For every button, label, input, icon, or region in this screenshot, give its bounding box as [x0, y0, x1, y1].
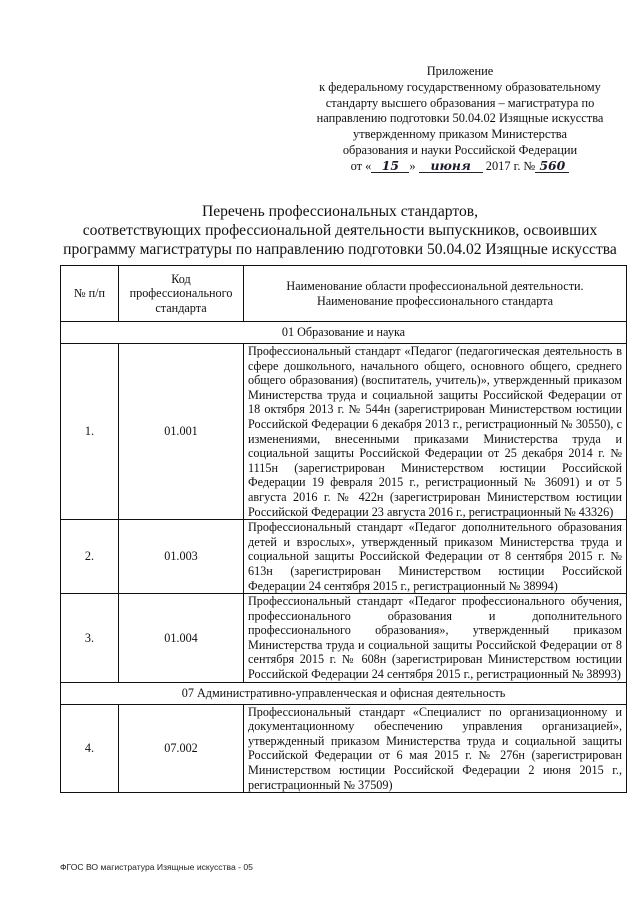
appendix-line: направлению подготовки 50.04.02 Изящные искусства [316, 111, 604, 126]
handwritten-order-number: 560 [535, 160, 569, 173]
row-code: 01.004 [119, 594, 244, 683]
header-num: № п/п [61, 266, 119, 322]
page-footer: ФГОС ВО магистратура Изящные искусства - 05 [60, 862, 253, 872]
row-num: 2. [61, 520, 119, 594]
appendix-line: образования и науки Российской Федерации [342, 142, 578, 157]
appendix-line: к федеральному государственному образовательному [319, 79, 601, 94]
appendix-line: стандарту высшего образования – магистратура по [325, 95, 595, 110]
group-administrative: 07 Административно-управленческая и офисная деятельность [61, 682, 627, 704]
table-row [61, 520, 627, 594]
date-prefix: от « [350, 158, 372, 173]
handwritten-month: июня [419, 160, 483, 173]
row-standard-text: Профессиональный стандарт «Специалист по организационному и документационному обеспечению управления организацией», утвержденный приказом Министерства труда и социальной защиты Российской Федерации от 6 мая 2015 г. № 276н (зарегистрирован Министерством юстиции Российской Федерации 2 июня 2015 г., регистрационный № 37509) [244, 704, 627, 793]
date-mid: » [409, 158, 416, 173]
table-header-row [61, 266, 627, 322]
group-row [61, 682, 627, 704]
appendix-block [300, 64, 620, 175]
date-year: 2017 г. № [485, 158, 536, 173]
group-education: 01 Образование и наука [61, 322, 627, 344]
row-code: 01.003 [119, 520, 244, 594]
table-row [61, 344, 627, 520]
row-num: 4. [61, 704, 119, 793]
handwritten-day: 15 [371, 160, 409, 173]
title-line: программу магистратуры по направлению подготовки 50.04.02 Изящные искусства [63, 241, 617, 258]
table-row [61, 594, 627, 683]
row-num: 3. [61, 594, 119, 683]
standards-table [60, 265, 627, 793]
row-standard-text: Профессиональный стандарт «Педагог дополнительного образования детей и взрослых», утвержденный приказом Министерства труда и социальной защиты Российской Федерации от 8 сентября 2015 г. № 613н (зарегистрирован Министерством юстиции Российской Федерации 24 сентября 2015 г., регистрационный № 38994) [244, 520, 627, 594]
appendix-line: утвержденному приказом Министерства [353, 127, 567, 142]
header-code: Код профессионального стандарта [119, 266, 244, 322]
table-row [61, 704, 627, 793]
row-standard-text: Профессиональный стандарт «Педагог профессионального обучения, профессионального образования и дополнительного профессионального образования», утвержденный приказом Министерства труда и социальной защиты Российской Федерации от 8 сентября 2015 г. № 608н (зарегистрирован Министерством юстиции Российской Федерации 24 сентября 2015 г., регистрационный № 38993) [244, 594, 627, 683]
appendix-title: Приложение [426, 64, 494, 78]
title-line: соответствующих профессиональной деятельности выпускников, освоивших [82, 222, 598, 239]
header-name: Наименование области профессиональной деятельности. Наименование профессионального стандарта [244, 266, 627, 322]
row-num: 1. [61, 344, 119, 520]
document-title [40, 202, 640, 259]
title-line: Перечень профессиональных стандартов, [201, 203, 479, 220]
row-standard-text: Профессиональный стандарт «Педагог (педагогическая деятельность в сфере дошкольного, начального общего, основного общего, среднего общего образования) (воспитатель, учитель)», утвержденный приказом Министерства труда и социальной защиты Российской Федерации от 18 октября 2013 г. № 544н (зарегистрирован Министерством юстиции Российской Федерации 6 декабря 2013 г., регистрационный № 30550), с изменениями, внесенными приказами Министерства труда и социальной защиты Российской Федерации от 25 декабря 2014 г. № 1115н (зарегистрирован Министерством юстиции Российской Федерации 19 февраля 2015 г., регистрационный № 36091) и от 5 августа 2016 г. № 422н (зарегистрирован Министерством юстиции Российской Федерации 23 августа 2016 г., регистрационный № 43326) [244, 344, 627, 520]
group-row [61, 322, 627, 344]
row-code: 07.002 [119, 704, 244, 793]
row-code: 01.001 [119, 344, 244, 520]
order-date-line [300, 159, 620, 175]
